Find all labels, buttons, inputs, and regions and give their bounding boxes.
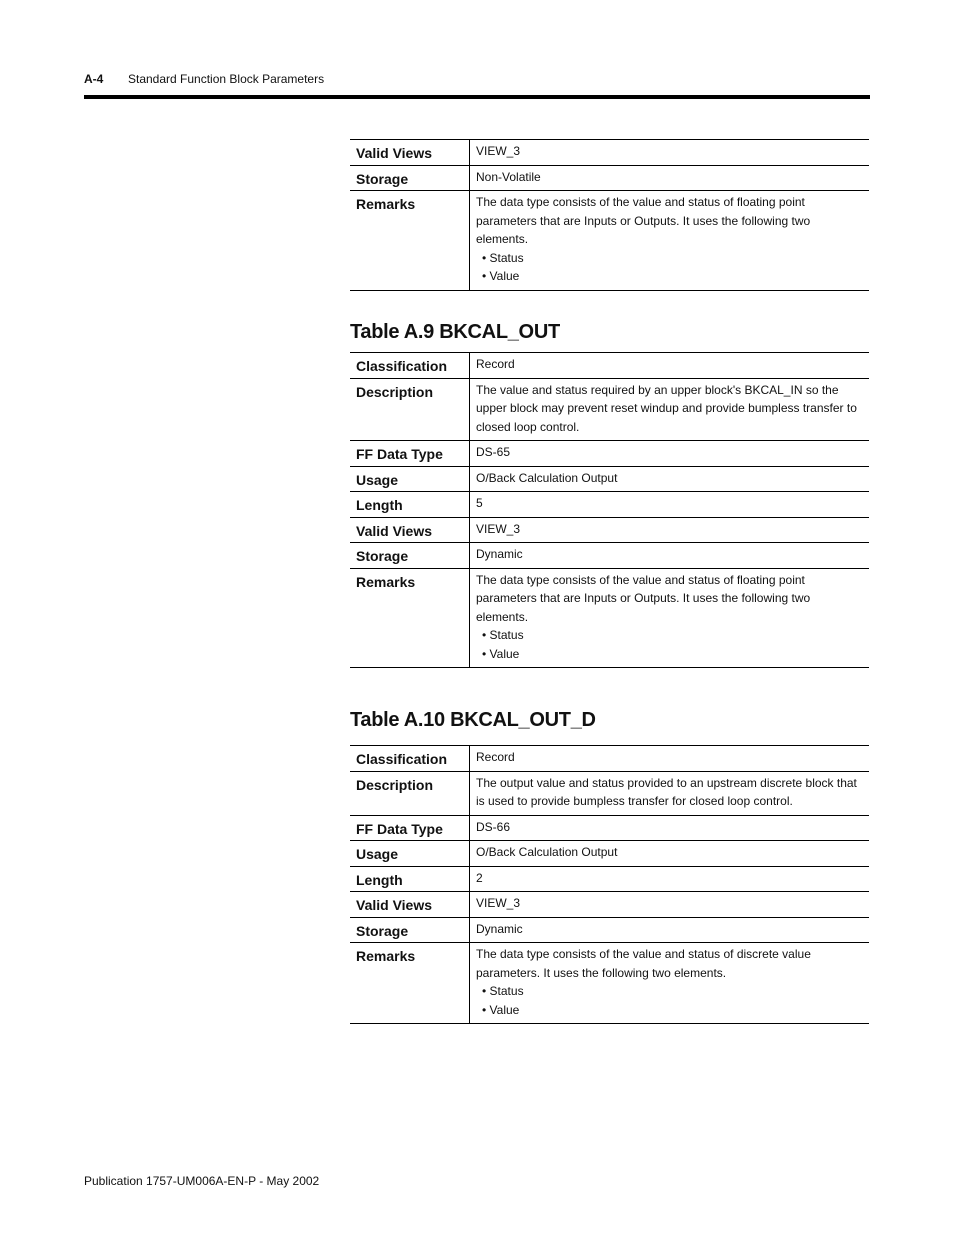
table-row	[350, 771, 869, 815]
row-value: Record	[470, 353, 870, 379]
row-value: 5	[470, 492, 870, 518]
row-value: Non-Volatile	[470, 165, 870, 191]
bullet-list	[476, 626, 863, 663]
row-key: Valid Views	[350, 892, 470, 918]
row-value-cell	[470, 943, 870, 1024]
row-key: Description	[350, 378, 470, 441]
parameter-table-continued	[350, 139, 869, 291]
row-key: Description	[350, 771, 470, 815]
row-key: Storage	[350, 917, 470, 943]
table-row	[350, 815, 869, 841]
row-value: Record	[470, 746, 870, 772]
row-value: VIEW_3	[470, 517, 870, 543]
table-row	[350, 165, 869, 191]
bullet-list	[476, 982, 863, 1019]
row-value: O/Back Calculation Output	[470, 841, 870, 867]
row-key: Classification	[350, 746, 470, 772]
publication-footer: Publication 1757-UM006A-EN-P - May 2002	[84, 1174, 320, 1188]
row-key: Remarks	[350, 568, 470, 668]
row-key: Length	[350, 492, 470, 518]
bullet-item: • Value	[482, 645, 863, 664]
table-row	[350, 543, 869, 569]
bullet-item: • Value	[482, 1001, 863, 1020]
row-key: Remarks	[350, 191, 470, 291]
table-row	[350, 943, 869, 1024]
table-row	[350, 191, 869, 291]
table-row	[350, 441, 869, 467]
table-row	[350, 353, 869, 379]
row-key: Storage	[350, 543, 470, 569]
row-key: Remarks	[350, 943, 470, 1024]
row-value: O/Back Calculation Output	[470, 466, 870, 492]
table-title-a9: Table A.9 BKCAL_OUT	[350, 321, 560, 343]
table-row	[350, 517, 869, 543]
table-row	[350, 917, 869, 943]
table-row	[350, 568, 869, 668]
row-key: Valid Views	[350, 517, 470, 543]
section-title: Standard Function Block Parameters	[128, 72, 325, 86]
row-value: The data type consists of the value and status of floating point parameters that are Inputs or Outputs. It uses the following two elements.	[476, 572, 811, 624]
table-row	[350, 492, 869, 518]
row-key: Valid Views	[350, 140, 470, 166]
bullet-list	[476, 249, 863, 286]
table-row	[350, 841, 869, 867]
table-row	[350, 866, 869, 892]
row-key: Length	[350, 866, 470, 892]
bullet-item: • Value	[482, 267, 863, 286]
row-key: Usage	[350, 841, 470, 867]
row-value: DS-65	[470, 441, 870, 467]
row-key: Usage	[350, 466, 470, 492]
row-value: DS-66	[470, 815, 870, 841]
row-value: The output value and status provided to an upstream discrete block that is used to provide bumpless transfer for closed loop control.	[470, 771, 870, 815]
bullet-item: • Status	[482, 982, 863, 1001]
bullet-item: • Status	[482, 626, 863, 645]
row-key: FF Data Type	[350, 441, 470, 467]
row-key: Storage	[350, 165, 470, 191]
table-row	[350, 892, 869, 918]
table-title-a10: Table A.10 BKCAL_OUT_D	[350, 709, 596, 731]
row-value: The data type consists of the value and status of floating point parameters that are Inputs or Outputs. It uses the following two elements.	[476, 195, 811, 246]
row-key: Classification	[350, 353, 470, 379]
page-header	[84, 72, 870, 90]
table-row	[350, 378, 869, 441]
table-row	[350, 140, 869, 166]
row-value-cell	[470, 191, 870, 291]
row-value: VIEW_3	[470, 892, 870, 918]
header-rule	[84, 95, 870, 99]
page-number: A-4	[84, 72, 104, 86]
row-value: The value and status required by an upper block's BKCAL_IN so the upper block may prevent reset windup and provide bumpless transfer to closed loop control.	[470, 378, 870, 441]
row-value: VIEW_3	[470, 140, 870, 166]
row-value: 2	[470, 866, 870, 892]
table-row	[350, 746, 869, 772]
row-value: Dynamic	[470, 543, 870, 569]
parameter-table-a9	[350, 352, 869, 668]
parameter-table-a10	[350, 745, 869, 1024]
table-row	[350, 466, 869, 492]
row-key: FF Data Type	[350, 815, 470, 841]
row-value: Dynamic	[470, 917, 870, 943]
row-value: The data type consists of the value and status of discrete value parameters. It uses the following two elements.	[476, 947, 811, 980]
row-value-cell	[470, 568, 870, 668]
bullet-item: • Status	[482, 249, 863, 268]
